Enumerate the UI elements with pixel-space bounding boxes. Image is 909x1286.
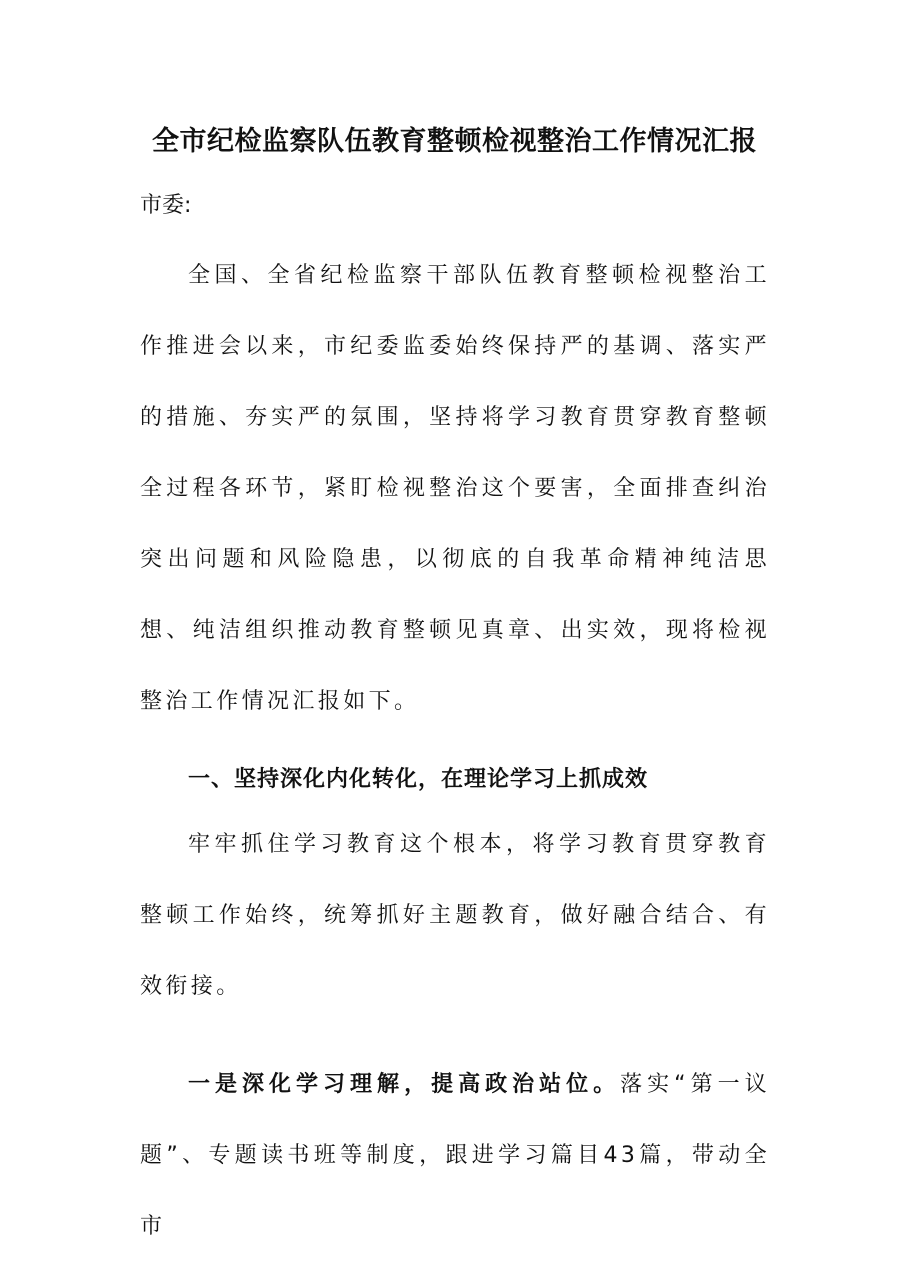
point-lead: 一是深化学习理解，提高政治站位。 [188, 1072, 621, 1097]
point-text: 落实“第一议题”、专题读书班等制度，跟进学习篇目43篇，带动全市 [140, 1072, 770, 1239]
intro-paragraph: 全国、全省纪检监察干部队伍教育整顿检视整治工作推进会以来，市纪委监委始终保持严的基调、落实严的措施、夯实严的氛围，坚持将学习教育贯穿教育整顿全过程各环节，紧盯检视整治这个要害，全面排查纠治突出问题和风险隐患，以彻底的自我革命精神纯洁思想、纯洁组织推动教育整顿见真章、出实效，现将检视整治工作情况汇报如下。 [140, 263, 770, 714]
salutation: 市委: [140, 193, 192, 218]
document-title: 全市纪检监察队伍教育整顿检视整治工作情况汇报 [152, 126, 757, 157]
section-paragraph: 牢牢抓住学习教育这个根本，将学习教育贯穿教育整顿工作始终，统筹抓好主题教育，做好融合结合、有效衔接。 [140, 832, 770, 999]
section-heading: 一、坚持深化内化转化，在理论学习上抓成效 [188, 767, 649, 792]
point-paragraph [140, 1049, 770, 1262]
